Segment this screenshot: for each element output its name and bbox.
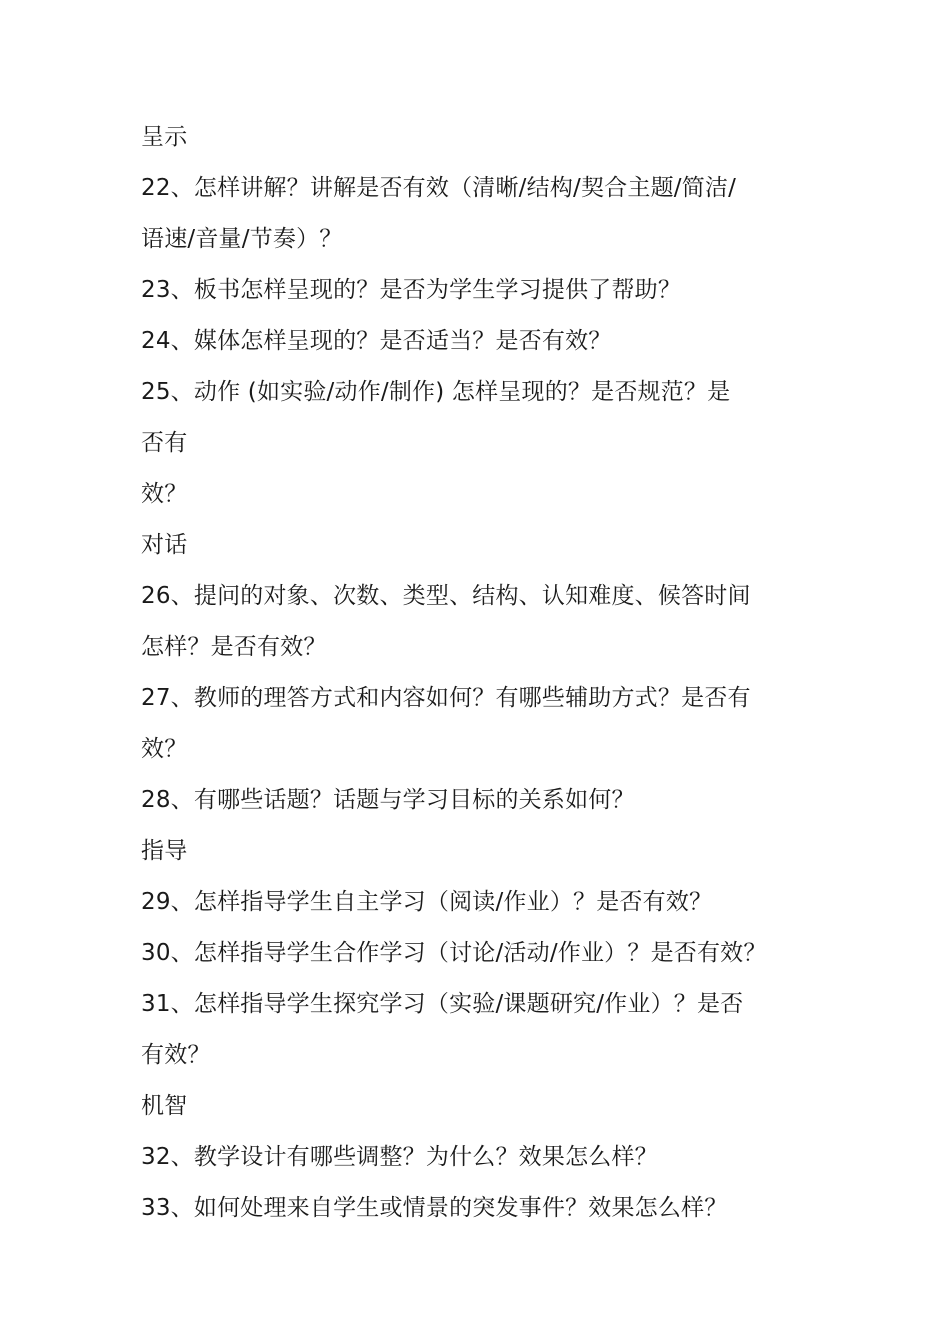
item-31-line-1: 31、怎样指导学生探究学习（实验/课题研究/作业）？是否: [141, 991, 744, 1017]
item-28: 28、有哪些话题？话题与学习目标的关系如何？: [141, 787, 635, 813]
item-24: 24、媒体怎样呈现的？是否适当？是否有效？: [141, 328, 612, 354]
item-33: 33、如何处理来自学生或情景的突发事件？效果怎么样？: [141, 1195, 728, 1221]
item-26-line-2: 怎样？是否有效？: [141, 634, 327, 660]
section-heading-guidance: 指导: [141, 838, 188, 864]
section-heading-dialogue: 对话: [141, 532, 188, 558]
item-27-line-1: 27、教师的理答方式和内容如何？有哪些辅助方式？是否有: [141, 685, 751, 711]
item-25-line-1: 25、动作 (如实验/动作/制作) 怎样呈现的？是否规范？是: [141, 379, 731, 405]
item-27-line-2: 效？: [141, 736, 188, 762]
item-22-line-2: 语速/音量/节奏）？: [141, 226, 343, 252]
item-29: 29、怎样指导学生自主学习（阅读/作业）？是否有效？: [141, 889, 713, 915]
section-heading-tact: 机智: [141, 1093, 188, 1119]
item-25-line-3: 效？: [141, 481, 188, 507]
item-31-line-2: 有效？: [141, 1042, 211, 1068]
item-26-line-1: 26、提问的对象、次数、类型、结构、认知难度、候答时间: [141, 583, 751, 609]
document-body: [141, 112, 821, 1234]
item-30: 30、怎样指导学生合作学习（讨论/活动/作业）？是否有效？: [141, 940, 767, 966]
section-heading-presentation: 呈示: [141, 124, 188, 150]
item-23: 23、板书怎样呈现的？是否为学生学习提供了帮助？: [141, 277, 682, 303]
item-25-line-2: 否有: [141, 430, 188, 456]
item-32: 32、教学设计有哪些调整？为什么？效果怎么样？: [141, 1144, 658, 1170]
item-22-line-1: 22、怎样讲解？讲解是否有效（清晰/结构/契合主题/简洁/: [141, 175, 737, 201]
